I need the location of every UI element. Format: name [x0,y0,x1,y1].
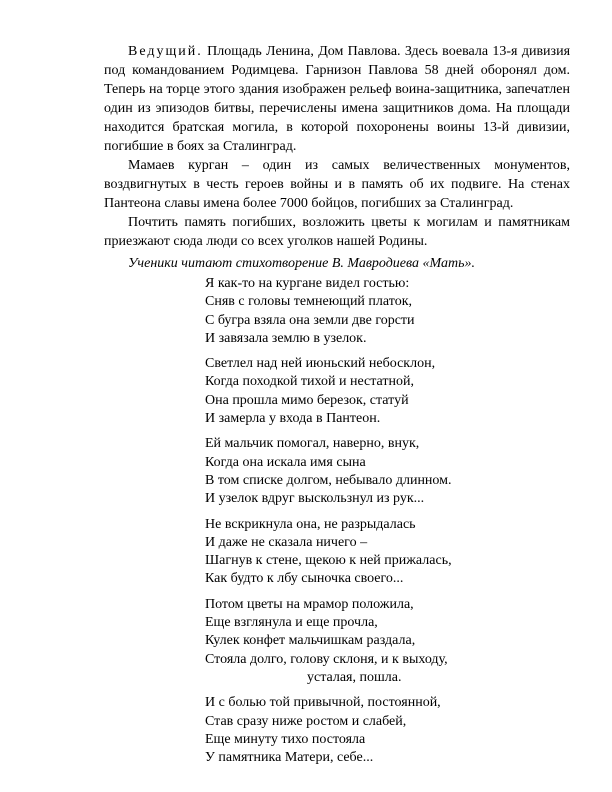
poem-line: Светлел над ней июньский небосклон, [205,356,436,372]
poem-intro: Ученики читают стихотворение В. Мавродиева «Мать». [128,256,475,271]
poem-line: И с болью той привычной, постоянной, [205,695,441,711]
poem-line: Кулек конфет мальчишкам раздала, [205,633,416,649]
poem [205,275,565,774]
prose-section [104,42,570,251]
poem-line: И узелок вдруг выскользнул из рук... [205,491,425,507]
poem-line: Когда она искала имя сына [205,454,366,470]
poem-line: И замерла у входа в Пантеон. [205,411,381,427]
poem-line: Шагнув к стене, щекою к ней прижалась, [205,553,452,569]
poem-line: У памятника Матери, себе... [205,750,374,766]
paragraph-1-text: Площадь Ленина, Дом Павлова. Здесь воевала 13-я дивизия под командованием Родимцева. Гарнизон Павлова 58 дней оборонял дом. Теперь на торце этого здания изображен рельеф воина-защитника, запечатлен один из эпизодов битвы, перечислены имена защитников дома. На площади находится братская могила, в которой похоронены воины 13-й дивизии, погибшие в боях за Сталинград. [104,44,571,154]
speaker-label: Ведущий. [128,44,203,59]
poem-line: Я как-то на кургане видел гостью: [205,276,410,291]
paragraph-2: Мамаев курган – один из самых величественных монументов, воздвигнутых в честь героев войны и в память об их подвиге. На стенах Пантеона славы имена более 7000 бойцов, погибших за Сталинград. [104,158,570,211]
poem-line: Еще взглянула и еще прочла, [205,615,378,631]
poem-line: В том списке долгом, небывало длинном. [205,472,452,488]
poem-line: С бугра взяла она земли две горсти [205,312,415,328]
stanza-4 [205,516,565,589]
poem-line: Когда походкой тихой и нестатной, [205,374,415,390]
poem-line: Не вскрикнула она, не разрыдалась [205,516,416,532]
poem-line-continuation: усталая, пошла. [307,669,402,685]
poem-line: Как будто к лбу сыночка своего... [205,571,404,587]
poem-line: Став сразу ниже ростом и слабей, [205,713,407,729]
poem-line: Сняв с головы темнеющий платок, [205,294,412,310]
poem-line: Она прошла мимо березок, статуй [205,392,409,408]
poem-line: И даже не сказала ничего – [205,534,368,550]
stanza-3 [205,435,565,508]
stanza-5 [205,596,565,687]
stanza-6 [205,694,565,767]
paragraph-3: Почтить память погибших, возложить цветы к могилам и памятникам приезжают сюда люди со всех уголков нашей Родины. [104,215,570,249]
poem-line: Потом цветы на мрамор положила, [205,596,414,612]
stanza-2 [205,355,565,428]
poem-line: И завязала землю в узелок. [205,330,367,346]
stanza-1 [205,275,565,348]
paragraph-1 [104,42,570,156]
poem-line: Ей мальчик помогал, наверно, внук, [205,436,420,452]
poem-line: Стояла долго, голову склоня, и к выходу, [205,651,448,667]
poem-line: Еще минуту тихо постояла [205,731,366,747]
